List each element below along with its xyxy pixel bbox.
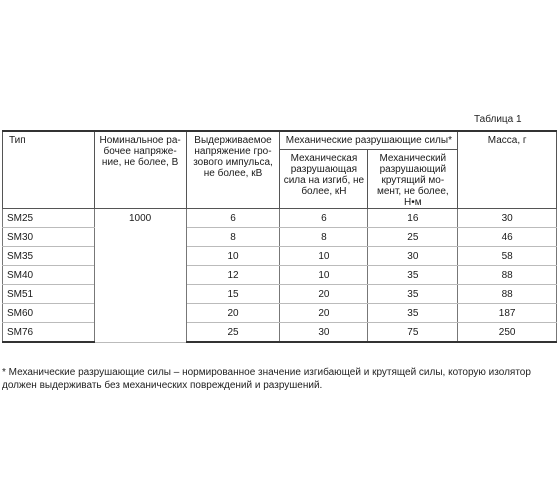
cell-type: SM25 [3, 209, 95, 228]
header-bending-force: Механическая разрушающая сила на изгиб, не более, кН [280, 150, 368, 209]
cell-mass: 250 [458, 323, 557, 343]
table-row [3, 285, 557, 304]
footnote: * Механические разрушающие силы – нормированное значение изгибающей и крутящей силы, которую изолятор должен выдерживать без механических повреждений и разрушений. [2, 367, 531, 391]
cell-rated-voltage: 1000 [94, 209, 186, 343]
cell-bending: 30 [280, 323, 368, 343]
cell-impulse: 6 [186, 209, 280, 228]
header-mass: Масса, г [458, 131, 557, 209]
specification-table [2, 130, 557, 343]
cell-bending: 8 [280, 228, 368, 247]
header-torque: Механический разрушающий крутящий мо- мент, не более, Н•м [368, 150, 458, 209]
cell-impulse: 15 [186, 285, 280, 304]
cell-impulse: 25 [186, 323, 280, 343]
header-impulse-voltage: Выдерживаемое напряжение гро- зового импульса, не более, кВ [186, 131, 280, 209]
cell-impulse: 10 [186, 247, 280, 266]
cell-impulse: 12 [186, 266, 280, 285]
header-type: Тип [3, 131, 95, 209]
cell-mass: 88 [458, 266, 557, 285]
cell-type: SM76 [3, 323, 95, 343]
cell-type: SM35 [3, 247, 95, 266]
header-rated-voltage: Номинальное ра- бочее напряже- ние, не более, В [94, 131, 186, 209]
cell-bending: 10 [280, 247, 368, 266]
table-row [3, 304, 557, 323]
cell-bending: 20 [280, 304, 368, 323]
cell-torque: 16 [368, 209, 458, 228]
cell-mass: 46 [458, 228, 557, 247]
cell-type: SM51 [3, 285, 95, 304]
cell-mass: 30 [458, 209, 557, 228]
cell-torque: 30 [368, 247, 458, 266]
cell-torque: 35 [368, 304, 458, 323]
table-row [3, 323, 557, 343]
table-row [3, 266, 557, 285]
table-row [3, 228, 557, 247]
cell-torque: 25 [368, 228, 458, 247]
cell-torque: 35 [368, 266, 458, 285]
table-row [3, 247, 557, 266]
header-mechanical-forces: Механические разрушающие силы* [280, 131, 458, 150]
cell-impulse: 8 [186, 228, 280, 247]
table-row [3, 209, 557, 228]
cell-bending: 10 [280, 266, 368, 285]
cell-type: SM60 [3, 304, 95, 323]
cell-type: SM40 [3, 266, 95, 285]
cell-bending: 20 [280, 285, 368, 304]
cell-torque: 35 [368, 285, 458, 304]
cell-mass: 58 [458, 247, 557, 266]
cell-mass: 187 [458, 304, 557, 323]
cell-torque: 75 [368, 323, 458, 343]
cell-impulse: 20 [186, 304, 280, 323]
cell-mass: 88 [458, 285, 557, 304]
cell-type: SM30 [3, 228, 95, 247]
table-caption: Таблица 1 [474, 114, 522, 125]
cell-bending: 6 [280, 209, 368, 228]
